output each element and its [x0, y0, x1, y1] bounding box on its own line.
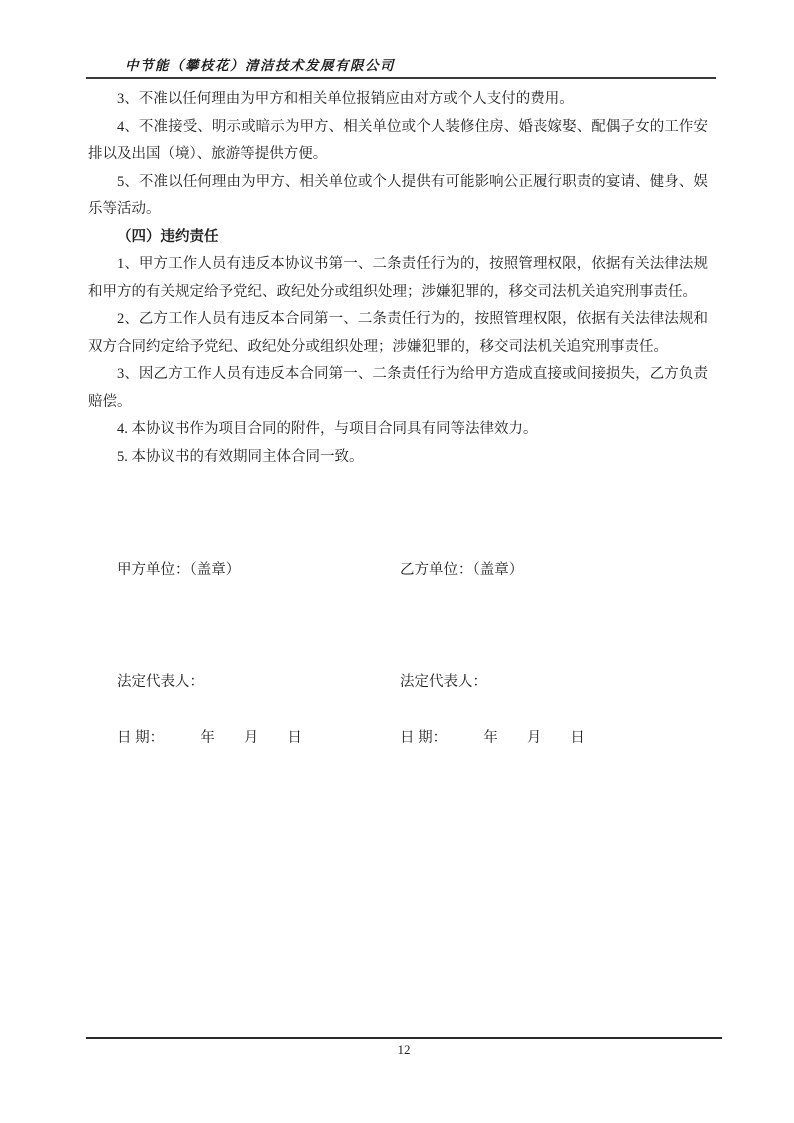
paragraph-clause-3: 3、不准以任何理由为甲方和相关单位报销应由对方或个人支付的费用。 — [117, 91, 574, 107]
party-b-representative-label: 法定代表人： — [400, 674, 487, 690]
paragraph-liability-3: 3、因乙方工作人员有违反本合同第一、二条责任行为给甲方造成直接或间接损失，乙方负责赔偿。 — [88, 366, 708, 410]
document-header — [86, 54, 716, 79]
paragraph-liability-4: 4. 本协议书作为项目合同的附件，与项目合同具有同等法律效力。 — [117, 421, 538, 437]
paragraph-clause-4: 4、不准接受、明示或暗示为甲方、相关单位或个人装修住房、婚丧嫁娶、配偶子女的工作安排以及出国（境）、旅游等提供方便。 — [88, 118, 708, 162]
document-footer — [86, 1037, 722, 1059]
party-a-representative-label: 法定代表人： — [117, 674, 204, 690]
paragraph-liability-5: 5. 本协议书的有效期同主体合同一致。 — [117, 448, 364, 465]
section-heading-breach-liability: （四）违约责任 — [117, 228, 219, 245]
signature-row-representative — [88, 668, 748, 696]
paragraph-liability-2: 2、乙方工作人员有违反本合同第一、二条责任行为的，按照管理权限，依据有关法律法规和双方合同约定给予党纪、政纪处分或组织处理；涉嫌犯罪的，移交司法机关追究刑事责任。 — [88, 311, 708, 355]
signature-row-unit — [88, 556, 748, 584]
company-name: 中节能（攀枝花）清洁技术发展有限公司 — [125, 58, 395, 73]
paragraph-clause-5: 5、不准以任何理由为甲方、相关单位或个人提供有可能影响公正履行职责的宴请、健身、娱乐等活动。 — [88, 173, 708, 217]
party-b-date-label: 日 期： 年 月 日 — [400, 730, 585, 746]
signature-row-date — [88, 724, 748, 752]
party-b-unit-label: 乙方单位：（盖章） — [400, 562, 524, 578]
page-number: 12 — [397, 1042, 411, 1057]
paragraph-liability-1: 1、甲方工作人员有违反本协议书第一、二条责任行为的，按照管理权限，依据有关法律法规和甲方的有关规定给予党纪、政纪处分或组织处理；涉嫌犯罪的，移交司法机关追究刑事责任。 — [88, 256, 708, 300]
party-a-unit-label: 甲方单位：（盖章） — [117, 562, 241, 578]
document-body — [88, 86, 708, 471]
party-a-date-label: 日 期： 年 月 日 — [117, 730, 302, 746]
